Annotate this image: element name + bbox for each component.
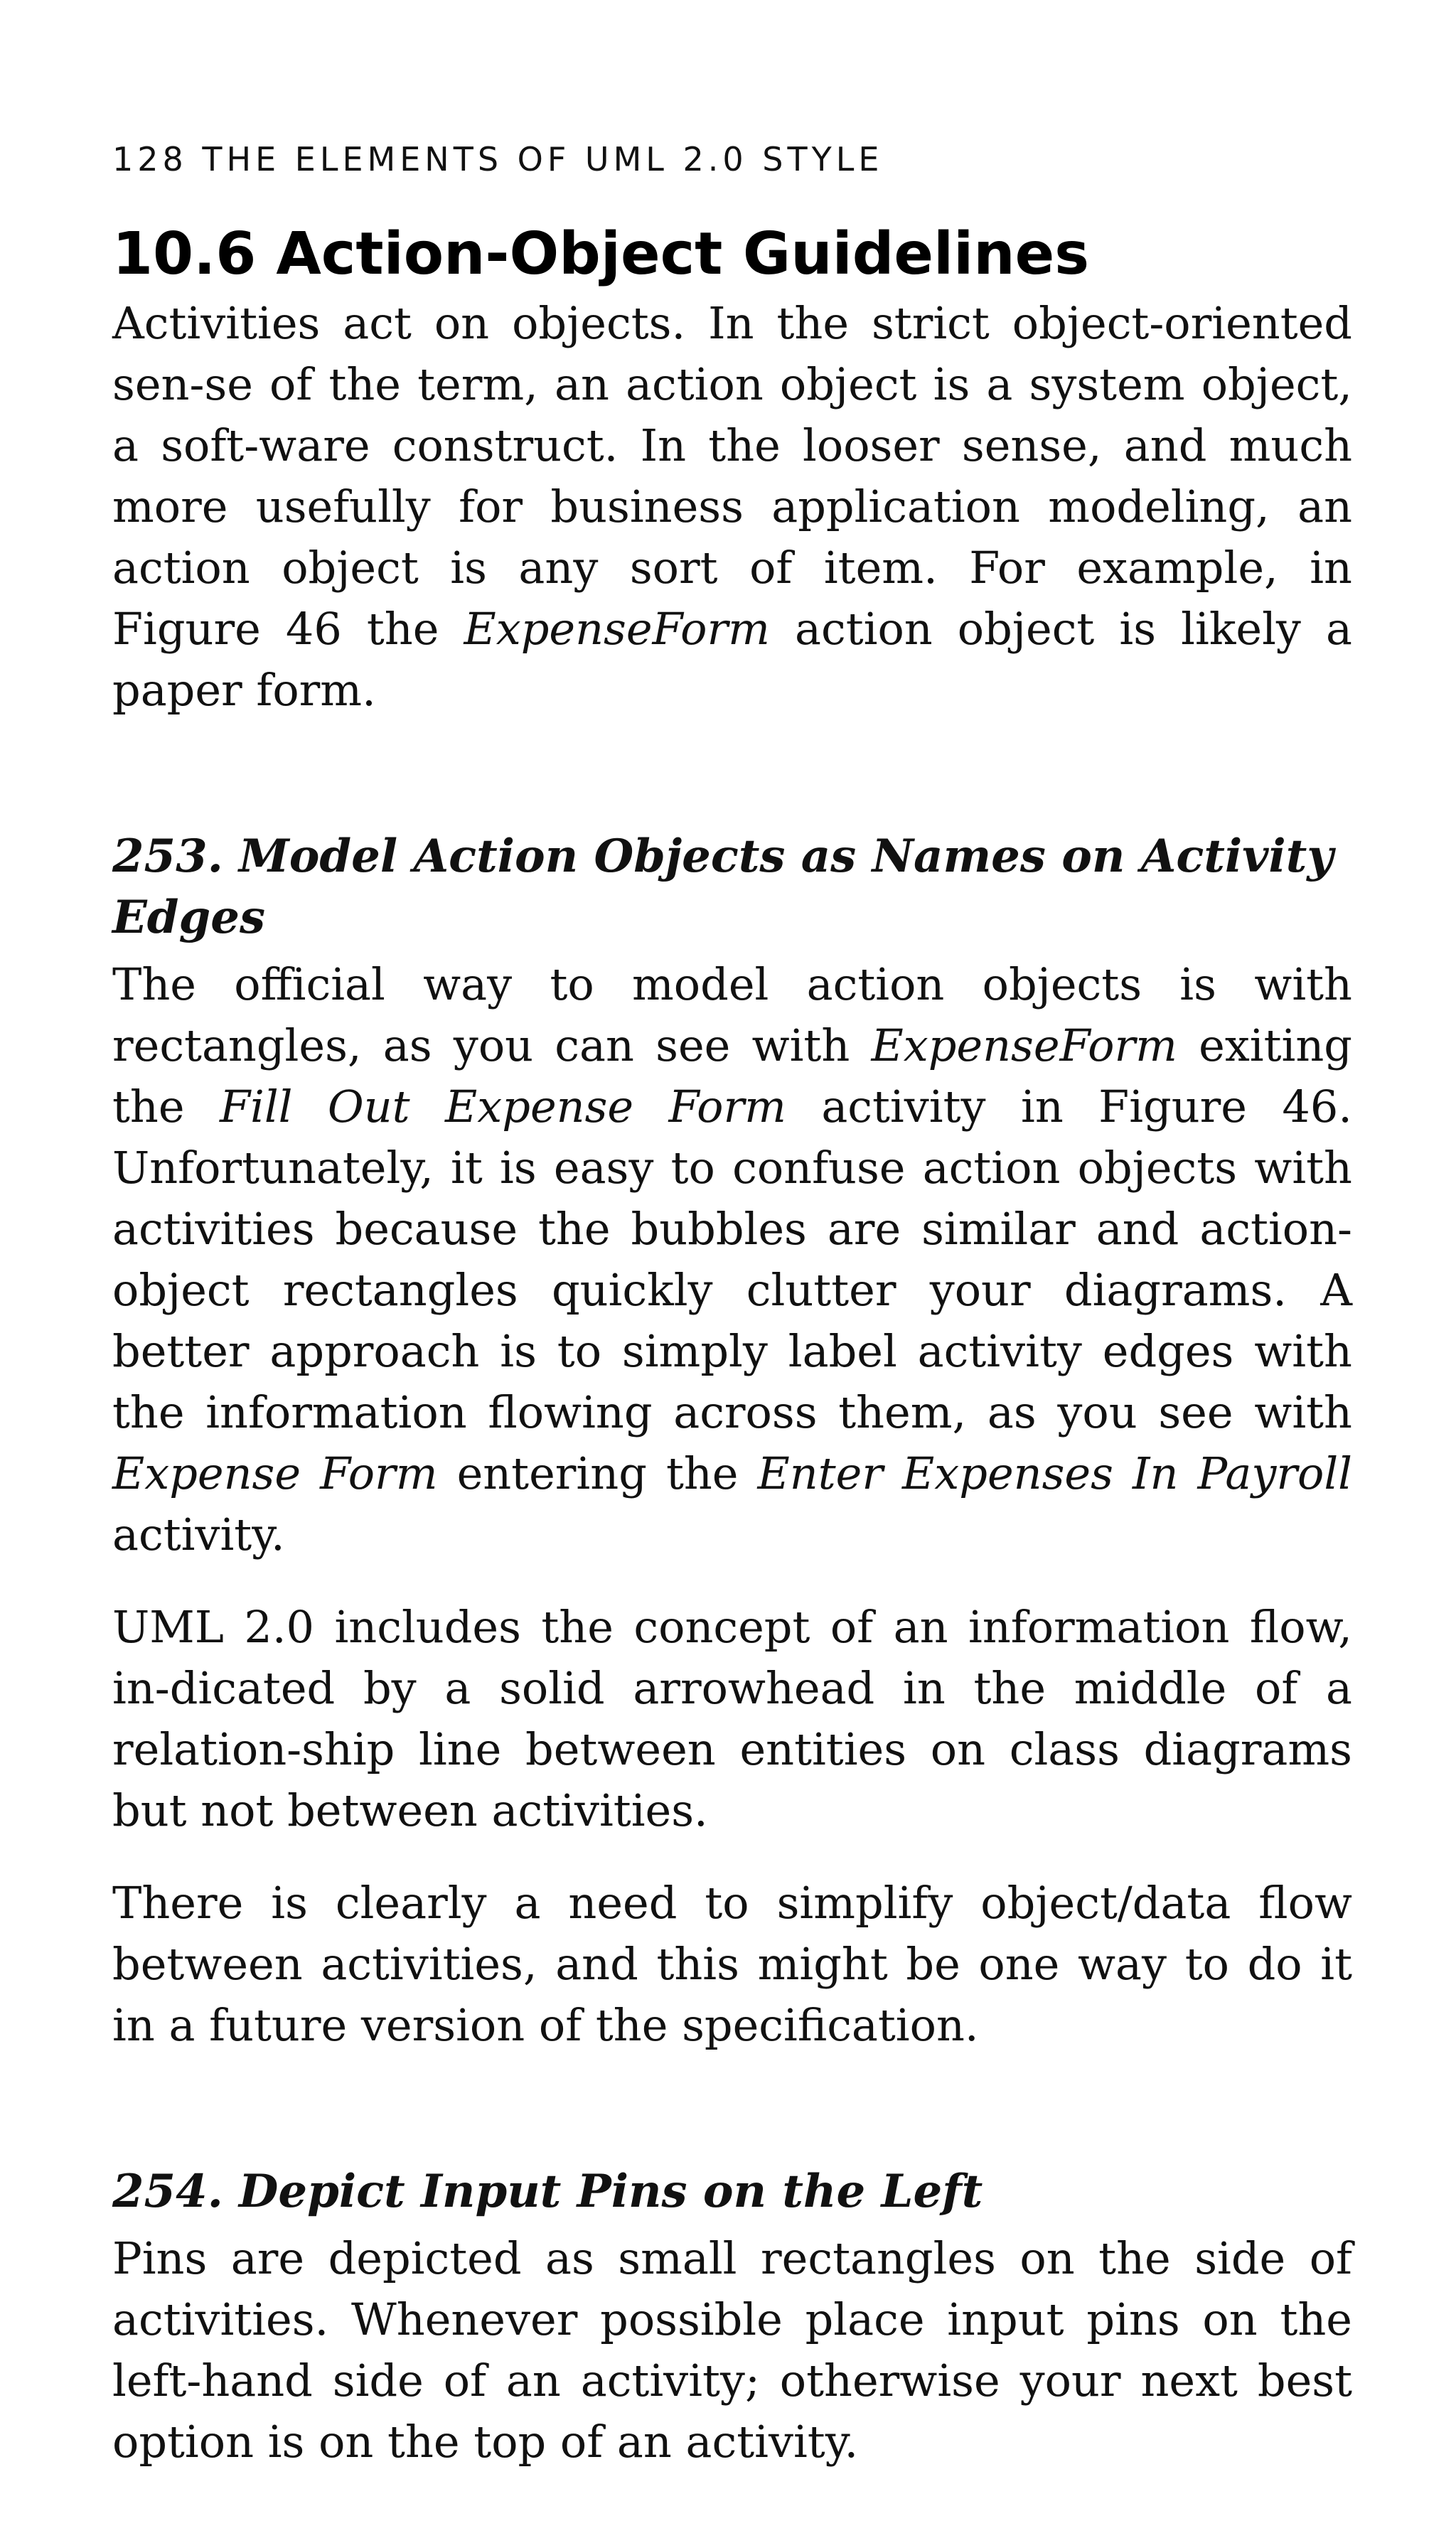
italic-term: ExpenseForm (464, 603, 770, 655)
section-title: Action-Object Guidelines (276, 220, 1090, 288)
running-head: 128 THE ELEMENTS OF UML 2.0 STYLE (112, 140, 884, 178)
italic-term: Expense Form (112, 1447, 438, 1499)
guideline-254-paragraph-1: Pins are depicted as small rectangles on the side of activities. Whenever possible place input pins on the left-hand side of an activity; otherwise your next best option is on the top of an activity. (112, 2232, 1352, 2468)
book-page (112, 139, 1352, 2473)
text-run: Activities act on objects. In the strict object-oriented sen-se of the term, an action object is a system object, a soft-ware construct. In the looser sense, and much more usefully for business application modeling, an action object is any sort of item. For example, in Figure 46 the (112, 297, 1352, 655)
text-run: The official way to model action objects is with rectangles, as you can see with (112, 958, 1352, 1071)
text-run: exiting the (112, 1019, 1352, 1133)
guideline-253-heading (112, 826, 1352, 948)
section-intro-paragraph (112, 293, 1352, 721)
text-run: action object is likely a paper form. (112, 603, 1352, 716)
italic-term: ExpenseForm (871, 1019, 1177, 1071)
guideline-253-paragraph-3: There is clearly a need to simplify object/data flow between activities, and this might be one way to do it in a future version of the specification. (112, 1877, 1352, 2051)
guideline-number: 254. (112, 2165, 223, 2218)
italic-term: Enter Expenses In Payroll (757, 1447, 1352, 1499)
guideline-title: Depict Input Pins on the Left (238, 2165, 983, 2218)
italic-term: Fill Out Expense Form (219, 1081, 786, 1133)
guideline-253-paragraph-2: UML 2.0 includes the concept of an information flow, in-dicated by a solid arrowhead in the middle of a relation-ship line between entities on class diagrams but not between activities. (112, 1601, 1352, 1836)
text-run: activity in Figure 46. Unfortunately, it is easy to confuse action objects with activities because the bubbles are similar and action-object rectangles quickly clutter your diagrams. A better approach is to simply label activity edges with the information flowing across them, as you see with (112, 1081, 1353, 1438)
guideline-number: 253. (112, 830, 223, 883)
guideline-title: Model Action Objects as Names on Activity Edges (112, 830, 1334, 944)
section-number: 10.6 (112, 220, 257, 288)
text-run: entering the (437, 1447, 758, 1499)
guideline-253-paragraph-1 (112, 954, 1352, 1565)
guideline-254-heading (112, 2161, 1352, 2222)
section-heading (112, 220, 1352, 289)
text-run: activity. (112, 1509, 285, 1561)
